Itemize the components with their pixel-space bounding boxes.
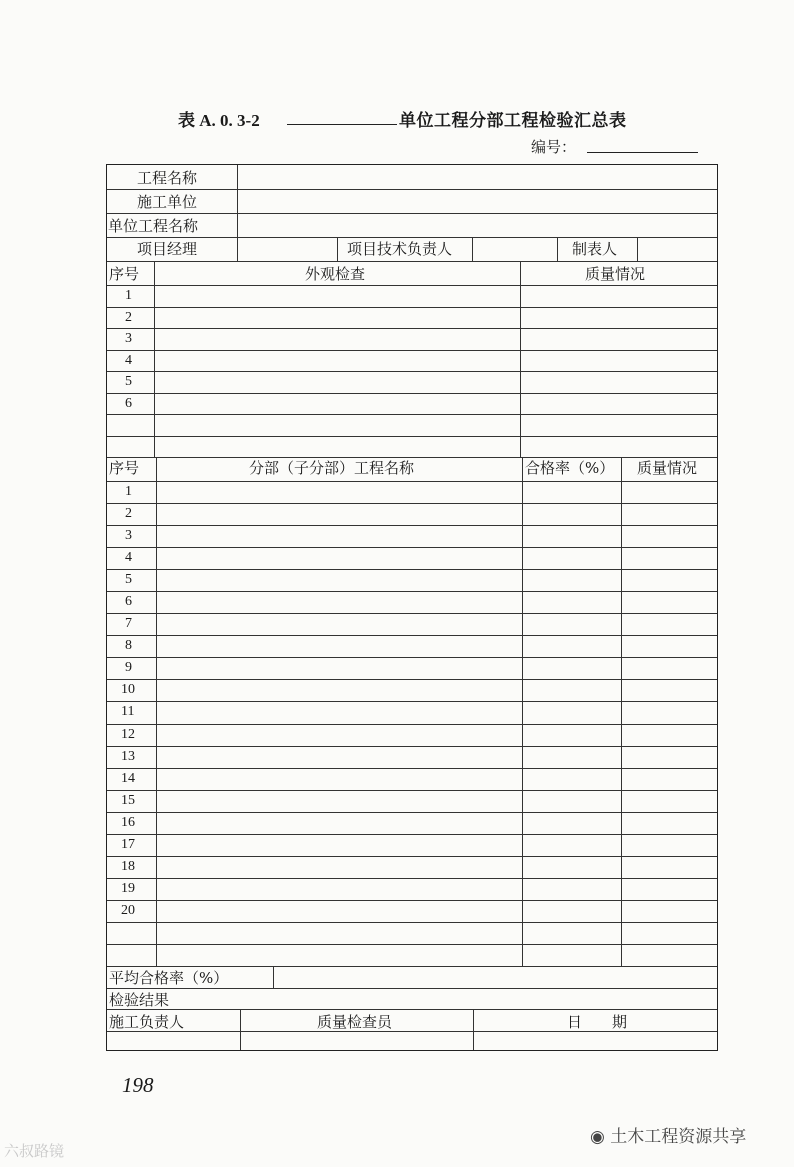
inspection-result-label: 检验结果	[109, 991, 170, 1009]
subdivision-row-line	[107, 812, 717, 813]
subdivision-row-number: 15	[121, 792, 135, 808]
subdivision-row-number: 20	[121, 902, 135, 918]
subdivision-row-number: 1	[125, 484, 132, 499]
number-blank-line	[587, 152, 698, 153]
subdivision-row-number: 2	[125, 506, 132, 522]
appearance-column-line	[520, 261, 521, 457]
tech-lead-label: 项目技术负责人	[347, 240, 453, 258]
subdivision-quality-header: 质量情况	[637, 459, 698, 477]
footer-column-line	[273, 966, 274, 988]
subdivision-column-line	[522, 457, 523, 966]
page-number: 198	[122, 1073, 154, 1097]
appearance-row-number: 2	[125, 309, 132, 325]
date-label: 日 期	[567, 1013, 628, 1031]
subdivision-row-line	[107, 768, 717, 769]
subdivision-row-number: 10	[121, 682, 135, 698]
header-column-line	[337, 237, 338, 261]
subdivision-row-number: 6	[125, 594, 132, 610]
appearance-row-number: 6	[125, 395, 132, 411]
subdivision-row-number: 18	[121, 858, 135, 874]
form-title	[0, 104, 794, 130]
header-column-line	[637, 237, 638, 261]
subdivision-row-line	[107, 922, 717, 923]
appearance-row-number: 4	[125, 352, 132, 368]
subdivision-column-line	[156, 457, 157, 966]
subdivision-row-number: 7	[125, 616, 132, 632]
construction-unit-label: 施工单位	[137, 193, 198, 211]
average-rate-label: 平均合格率（%）	[109, 969, 229, 987]
unit-project-name-label: 单位工程名称	[108, 217, 199, 235]
appearance-no-header: 序号	[109, 265, 140, 283]
appearance-row-number: 3	[125, 331, 132, 346]
subdivision-name-header: 分部（子分部）工程名称	[249, 459, 415, 477]
subdivision-row-line	[107, 547, 717, 548]
subdivision-row-line	[107, 657, 717, 658]
subdivision-row-number: 19	[121, 880, 135, 896]
appearance-header-line	[107, 285, 717, 286]
subdivision-row-number: 17	[121, 836, 135, 852]
subdivision-row-number: 11	[121, 704, 135, 720]
header-column-line	[472, 237, 473, 261]
project-name-label: 工程名称	[137, 169, 198, 187]
subdivision-row-number: 3	[125, 528, 132, 544]
header-column-line	[557, 237, 558, 261]
appearance-row-number: 1	[125, 288, 132, 303]
subdivision-row-line	[107, 635, 717, 636]
project-manager-label: 项目经理	[137, 240, 198, 258]
appearance-row-line	[107, 328, 717, 329]
header-column-line	[237, 165, 238, 261]
subdivision-column-line	[621, 457, 622, 966]
subdivision-row-line	[107, 591, 717, 592]
appearance-row-line	[107, 371, 717, 372]
header-row-line	[107, 237, 717, 238]
subdivision-row-line	[107, 701, 717, 702]
construction-lead-label: 施工负责人	[109, 1013, 185, 1031]
appearance-row-line	[107, 307, 717, 308]
appearance-row-line	[107, 414, 717, 415]
subdivision-row-line	[107, 724, 717, 725]
footer-line	[107, 1031, 717, 1032]
footer-line	[107, 988, 717, 989]
subdivision-row-number: 9	[125, 660, 132, 676]
watermark-right	[590, 1122, 746, 1147]
subdivision-row-line	[107, 525, 717, 526]
subdivision-row-line	[107, 900, 717, 901]
watermark-left: 六叔路镜	[4, 1142, 65, 1160]
appearance-check-header: 外观检查	[305, 265, 366, 283]
subdivision-row-line	[107, 878, 717, 879]
subdivision-row-line	[107, 856, 717, 857]
subdivision-rate-header: 合格率（%）	[525, 459, 615, 477]
appearance-quality-header: 质量情况	[585, 265, 646, 283]
quality-inspector-label: 质量检查员	[317, 1013, 393, 1031]
footer-line	[107, 1009, 717, 1010]
appearance-row-line	[107, 436, 717, 437]
watermark-right-text: 土木工程资源共享	[610, 1127, 747, 1147]
header-row-line	[107, 213, 717, 214]
subdivision-no-header: 序号	[109, 459, 140, 477]
subdivision-row-line	[107, 834, 717, 835]
subdivision-header-line	[107, 481, 717, 482]
subdivision-row-number: 13	[121, 748, 135, 764]
summary-form-table	[106, 164, 718, 1051]
subdivision-row-line	[107, 944, 717, 945]
header-row-line	[107, 261, 717, 262]
subdivision-row-line	[107, 790, 717, 791]
subdivision-row-line	[107, 569, 717, 570]
subdivision-row-number: 5	[125, 572, 132, 588]
subdivision-row-number: 16	[121, 814, 135, 830]
table-code: 表 A. 0. 3-2	[178, 111, 260, 130]
number-label: 编号：	[531, 138, 577, 156]
tabulator-label: 制表人	[572, 240, 618, 258]
table-title: 单位工程分部工程检验汇总表	[399, 111, 627, 131]
wechat-icon: ◉	[590, 1127, 605, 1147]
title-blank-line	[287, 124, 397, 125]
appearance-row-number: 5	[125, 374, 132, 389]
appearance-row-line	[107, 350, 717, 351]
subdivision-row-number: 12	[121, 726, 135, 742]
footer-column-line	[240, 1009, 241, 1050]
subdivision-row-number: 8	[125, 638, 132, 654]
subdivision-row-line	[107, 679, 717, 680]
appearance-row-line	[107, 457, 717, 458]
subdivision-row-line	[107, 613, 717, 614]
header-row-line	[107, 189, 717, 190]
subdivision-row-line	[107, 746, 717, 747]
footer-column-line	[473, 1009, 474, 1050]
appearance-row-line	[107, 393, 717, 394]
subdivision-row-line	[107, 503, 717, 504]
appearance-column-line	[154, 261, 155, 457]
subdivision-row-number: 4	[125, 550, 132, 566]
subdivision-row-line	[107, 966, 717, 967]
subdivision-row-number: 14	[121, 770, 135, 786]
